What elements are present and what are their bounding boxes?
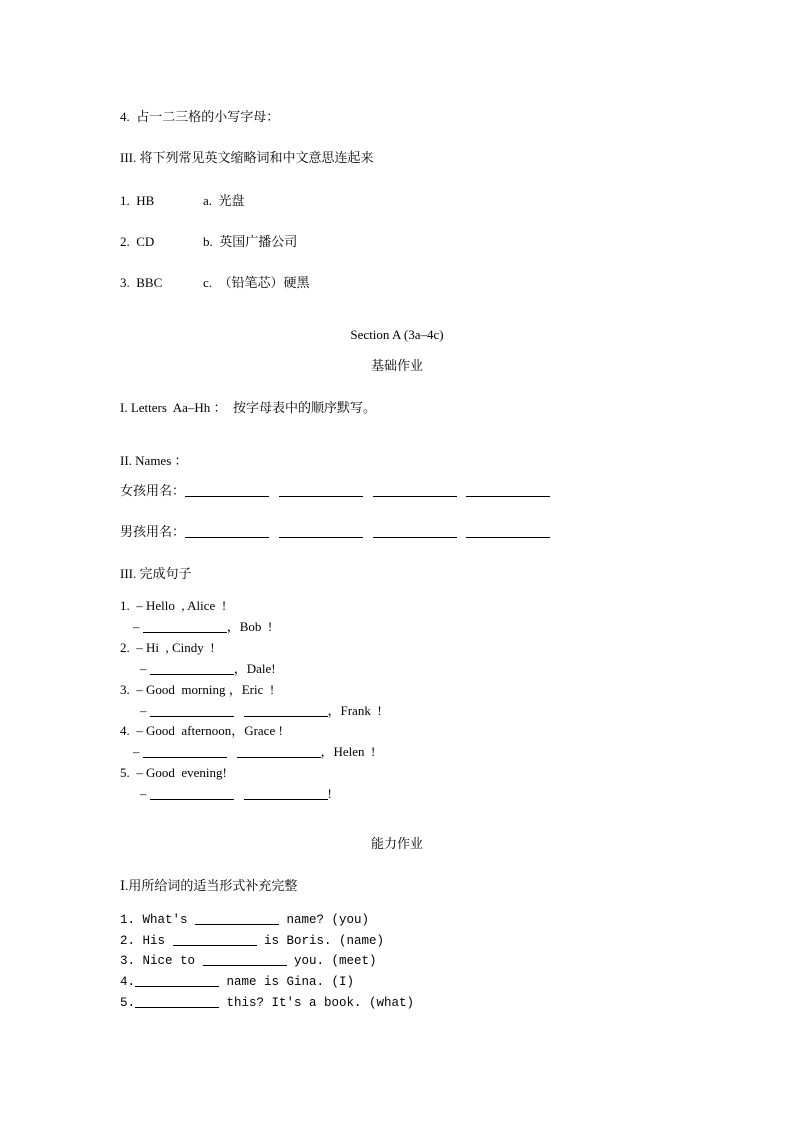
ability-item-3	[120, 953, 377, 968]
dialog-2-line-b	[140, 662, 276, 675]
letters-question: I. Letters Aa–Hh ： 按字母表中的顺序默写。	[120, 400, 377, 415]
dialog-4-line-a: 4. – Good afternoon，Grace !	[120, 723, 283, 738]
ability-item-2	[120, 933, 384, 948]
dialog-4-line-b	[133, 745, 375, 758]
boys-names-row	[120, 525, 550, 538]
dialog-5-blank-1[interactable]	[150, 787, 234, 800]
section-title: Section A (3a–4c)	[350, 327, 444, 342]
ability-item-3-suffix: you. (meet)	[286, 954, 377, 968]
ability-blank-5[interactable]	[135, 995, 219, 1008]
girl-name-blank-2[interactable]	[279, 484, 363, 497]
ability-heading: Ⅰ.用所给词的适当形式补充完整	[120, 878, 298, 893]
dialog-5-line-a: 5. – Good evening!	[120, 765, 227, 780]
dialog-2-suffix: ，Dale!	[233, 661, 276, 676]
dialog-2-blank-1[interactable]	[150, 662, 234, 675]
match-left-1: 1. HB	[120, 193, 155, 208]
ability-blank-1[interactable]	[195, 912, 279, 925]
match-right-1: a. 光盘	[203, 193, 245, 208]
dash: –	[140, 703, 147, 718]
dialog-3-blank-1[interactable]	[150, 704, 234, 717]
dash: –	[133, 619, 140, 634]
dialog-5-suffix: !	[327, 786, 332, 801]
dialog-4-blank-1[interactable]	[143, 745, 227, 758]
ability-item-4-suffix: name is Gina. (I)	[219, 975, 355, 989]
ability-item-3-prefix: 3. Nice to	[120, 954, 203, 968]
dialog-3-blank-2[interactable]	[244, 704, 328, 717]
ability-item-5-suffix: this? It's a book. (what)	[219, 996, 415, 1010]
ability-item-4	[120, 974, 354, 989]
dialog-1-line-a: 1. – Hello , Alice !	[120, 598, 227, 613]
ability-blank-4[interactable]	[135, 974, 219, 987]
dialog-3-line-b	[140, 704, 382, 717]
ability-item-2-prefix: 2. His	[120, 934, 173, 948]
girl-name-blank-3[interactable]	[373, 484, 457, 497]
matching-heading: III. 将下列常见英文缩略词和中文意思连起来	[120, 150, 374, 165]
ability-item-4-prefix: 4.	[120, 975, 136, 989]
ability-item-1-suffix: name? (you)	[279, 913, 370, 927]
dialog-1-suffix: ，Bob !	[226, 619, 273, 634]
boy-name-blank-1[interactable]	[185, 525, 269, 538]
dash: –	[140, 661, 147, 676]
boy-name-blank-2[interactable]	[279, 525, 363, 538]
ability-title: 能力作业	[370, 836, 423, 851]
dialog-5-line-b	[140, 787, 332, 800]
dialog-2-line-a: 2. – Hi , Cindy !	[120, 640, 215, 655]
ability-item-2-suffix: is Boris. (name)	[256, 934, 385, 948]
ability-item-1-prefix: 1. What's	[120, 913, 196, 927]
girl-name-blank-4[interactable]	[466, 484, 550, 497]
names-question: II. Names ：	[120, 453, 188, 468]
item-lowercase-letters: 4. 占一二三格的小写字母：	[120, 109, 280, 124]
ability-item-5	[120, 995, 414, 1010]
section-subtitle: 基础作业	[370, 358, 423, 373]
match-left-2: 2. CD	[120, 234, 155, 249]
ability-blank-2[interactable]	[173, 933, 257, 946]
dialog-4-suffix: ，Helen !	[320, 744, 376, 759]
dash: –	[140, 786, 147, 801]
dialog-3-line-a: 3. – Good morning ，Eric !	[120, 682, 275, 697]
dialog-3-suffix: ，Frank !	[327, 703, 382, 718]
ability-item-5-prefix: 5.	[120, 996, 136, 1010]
ability-item-1	[120, 912, 369, 927]
boy-name-blank-4[interactable]	[466, 525, 550, 538]
girls-names-label: 女孩用名：	[120, 483, 186, 498]
dialog-1-line-b	[133, 620, 272, 633]
ability-blank-3[interactable]	[203, 953, 287, 966]
boy-name-blank-3[interactable]	[373, 525, 457, 538]
dialog-4-blank-2[interactable]	[237, 745, 321, 758]
match-right-2: b. 英国广播公司	[203, 234, 298, 249]
girl-name-blank-1[interactable]	[185, 484, 269, 497]
complete-sentences-heading: III. 完成句子	[120, 566, 192, 581]
match-left-3: 3. BBC	[120, 275, 163, 290]
dialog-5-blank-2[interactable]	[244, 787, 328, 800]
dash: –	[133, 744, 140, 759]
match-right-3: c. （铅笔芯）硬黑	[203, 275, 310, 290]
boys-names-label: 男孩用名：	[120, 524, 186, 539]
dialog-1-blank-1[interactable]	[143, 620, 227, 633]
girls-names-row	[120, 484, 550, 497]
